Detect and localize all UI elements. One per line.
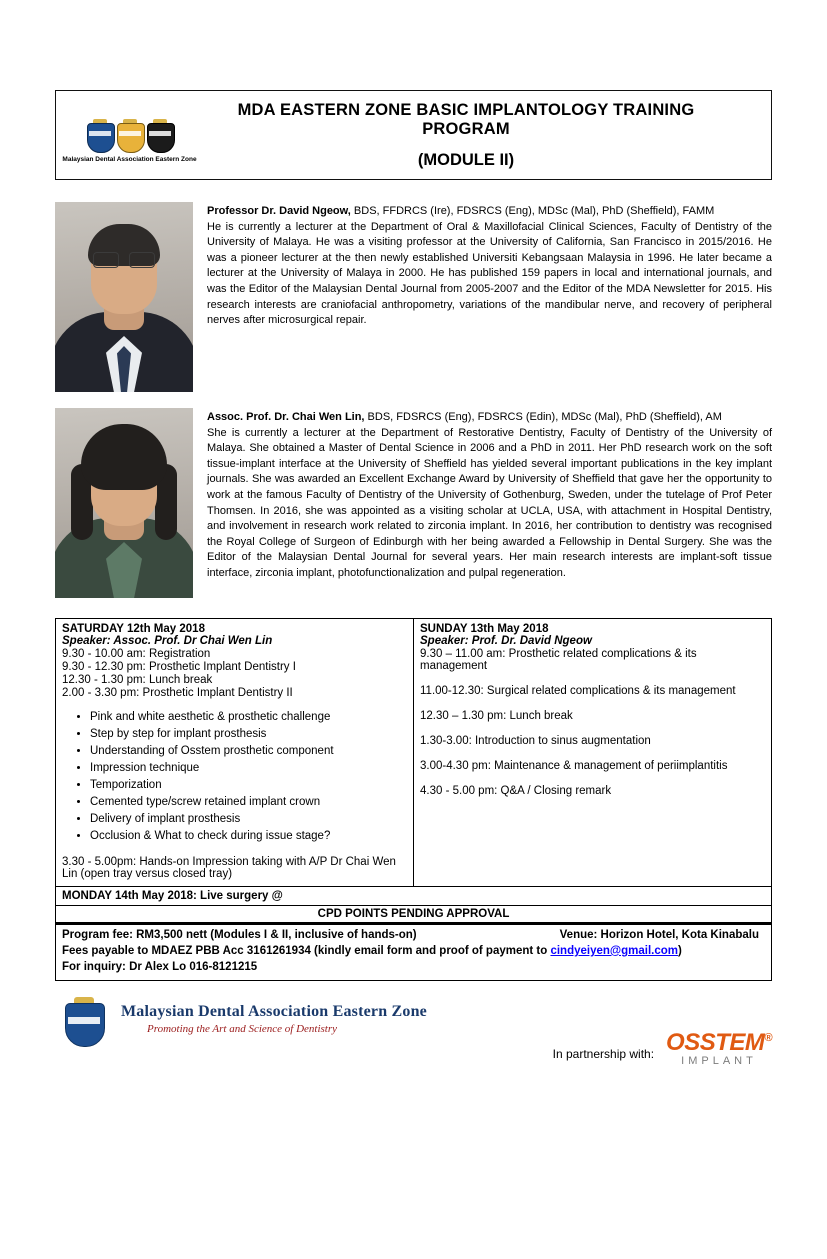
speaker-1-text — [207, 202, 772, 392]
sponsor-subtitle: IMPLANT — [681, 1054, 757, 1067]
payment-info — [62, 944, 765, 960]
list-item: • Understanding of Osstem prosthetic component — [90, 745, 407, 757]
crest-blue-icon — [87, 119, 113, 153]
list-item: • Pink and white aesthetic & prosthetic challenge — [90, 711, 407, 723]
flyer-page — [0, 90, 827, 1259]
speaker-block-2 — [55, 408, 772, 598]
inquiry-info: For inquiry: Dr Alex Lo 016-8121215 — [62, 960, 258, 973]
list-item: • Cemented type/screw retained implant crown — [90, 796, 407, 808]
list-item: • Step by step for implant prosthesis — [90, 728, 407, 740]
association-tagline: Promoting the Art and Science of Dentistry — [147, 1022, 338, 1035]
list-item: • Occlusion & What to check during issue stage? — [90, 830, 407, 842]
program-fee: Program fee: RM3,500 nett (Modules I & II, inclusive of hands-on) — [62, 929, 417, 941]
list-item: • Temporization — [90, 779, 407, 791]
footer — [55, 995, 772, 1067]
speaker-2-bio: She is currently a lecturer at the Department of Restorative Dentistry, Faculty of Dentistry of the University of Malaya. She obtained a Master of Dental Science in 2006 and a PhD in 2011. Her PhD research work on the soft tissue-implant interface at the University of Sheffield has yielded several important publications in the key implant journals. She was awarded an Excellent Exchange Award by University of Sheffield that gave her the opportunity to work at the famous Faculty of Dentistry of the University of Gothenburg, Sweden, under the tutelage of Prof Peter Thomsen. In 2016, she was appointed as a visiting scholar at UCLA, USA, with attachment in Hospital Dentistry, and involvement in research work related to zirconia implant. In 2016, her contribution to dentistry was recognised the Royal College of Surgeon of Edinburgh with her being awarded a Fellowship in Dental Surgery. She was the Editor of the Malaysian Dental Journal for several years. Her main research interests are implant-soft tissue interface, zirconia implant, photofunctionalization and pulpal regeneration. — [207, 426, 772, 580]
speaker-1-photo — [55, 202, 193, 392]
sunday-date: SUNDAY 13th May 2018 — [420, 623, 549, 635]
mda-logo-group — [62, 105, 197, 164]
cpd-notice: CPD POINTS PENDING APPROVAL — [56, 906, 772, 923]
logo-row — [87, 105, 173, 153]
crest-dark-icon — [147, 119, 173, 153]
list-item: • Impression technique — [90, 762, 407, 774]
payment-email-link[interactable]: cindyeiyen@gmail.com — [550, 944, 679, 957]
sponsor-name: OSSTEM — [666, 1028, 765, 1056]
partner-block — [553, 1029, 772, 1067]
saturday-line-2: 9.30 - 12.30 pm: Prosthetic Implant Dentistry I — [62, 661, 296, 673]
monday-cell: MONDAY 14th May 2018: Live surgery @ — [56, 887, 772, 906]
cpd-row — [56, 906, 772, 923]
venue: Venue: Horizon Hotel, Kota Kinabalu — [559, 929, 759, 941]
association-branding — [121, 995, 427, 1035]
speaker-1-name: Professor Dr. David Ngeow, — [207, 205, 351, 217]
page-title — [197, 101, 765, 170]
saturday-speaker: Speaker: Assoc. Prof. Dr Chai Wen Lin — [62, 635, 273, 647]
saturday-line-3: 12.30 - 1.30 pm: Lunch break — [62, 674, 213, 686]
sunday-line-6: 4.30 - 5.00 pm: Q&A / Closing remark — [420, 785, 612, 797]
crest-gold-icon — [117, 119, 143, 153]
sponsor-mark: ® — [764, 1031, 772, 1044]
sunday-line-2: 11.00-12.30: Surgical related complications & its management — [420, 685, 736, 697]
osstem-logo — [666, 1029, 772, 1067]
association-name: Malaysian Dental Association Eastern Zone — [121, 1002, 427, 1020]
schedule-main-row — [56, 619, 772, 887]
title-line-1: MDA EASTERN ZONE BASIC IMPLANTOLOGY TRAINING PROGRAM — [237, 100, 695, 138]
saturday-cell — [56, 619, 414, 887]
speaker-1-credentials: BDS, FFDRCS (Ire), FDSRCS (Eng), MDSc (Mal), PhD (Sheffield), FAMM — [350, 205, 715, 217]
list-item: • Delivery of implant prosthesis — [90, 813, 407, 825]
header-banner — [55, 90, 772, 180]
sunday-speaker: Speaker: Prof. Dr. David Ngeow — [420, 635, 592, 647]
saturday-date: SATURDAY 12th May 2018 — [62, 623, 205, 635]
fees-block — [55, 923, 772, 981]
saturday-line-4: 2.00 - 3.30 pm: Prosthetic Implant Dentistry II — [62, 687, 293, 699]
sunday-line-3: 12.30 – 1.30 pm: Lunch break — [420, 710, 573, 722]
speaker-block-1 — [55, 202, 772, 392]
logo-caption: Malaysian Dental Association Eastern Zone — [62, 156, 197, 164]
monday-row — [56, 887, 772, 906]
saturday-topic-list — [62, 711, 407, 842]
saturday-hands-on: 3.30 - 5.00pm: Hands-on Impression taking with A/P Dr Chai Wen Lin (open tray versus closed tray) — [62, 856, 396, 880]
speaker-1-bio: He is currently a lecturer at the Department of Oral & Maxillofacial Clinical Sciences, Faculty of Dentistry of the University of Malaya. He was a visiting professor at the University of California, San Francisco in 2015/2016. He was a pioneer lecturer at the then newly established Universiti Kebangsaan Malaysia in 1996. He later became a lecturer at the University of Malaya in 2000. He has published 159 papers in local and international journals, and was the Editor of the Malaysian Dental Journal from 2005-2007 and the Editor of the MDA Newsletter for 2015. His research interests are craniofacial anthropometry, variations of the mandibular nerve, and recovery of peripheral nerves after microsurgical repair. — [207, 220, 772, 327]
saturday-line-1: 9.30 - 10.00 am: Registration — [62, 648, 211, 660]
speaker-2-name: Assoc. Prof. Dr. Chai Wen Lin, — [207, 411, 365, 423]
speaker-2-credentials: BDS, FDSRCS (Eng), FDSRCS (Edin), MDSc (Mal), PhD (Sheffield), AM — [364, 411, 722, 423]
sunday-line-1: 9.30 – 11.00 am: Prosthetic related complications & its management — [420, 648, 697, 672]
sunday-cell — [414, 619, 772, 887]
partnership-label: In partnership with: — [552, 1046, 655, 1061]
sunday-line-5: 3.00-4.30 pm: Maintenance & management of periimplantitis — [420, 760, 728, 772]
schedule-table — [55, 618, 772, 923]
payment-info-pre: Fees payable to MDAEZ PBB Acc 3161261934 (kindly email form and proof of payment to — [62, 944, 551, 957]
title-line-2: (MODULE II) — [417, 150, 515, 169]
speaker-2-photo — [55, 408, 193, 598]
sunday-line-4: 1.30-3.00: Introduction to sinus augmentation — [420, 735, 651, 747]
speaker-2-text — [207, 408, 772, 598]
mda-footer-crest-icon — [61, 995, 107, 1049]
payment-info-post: ) — [678, 944, 682, 957]
